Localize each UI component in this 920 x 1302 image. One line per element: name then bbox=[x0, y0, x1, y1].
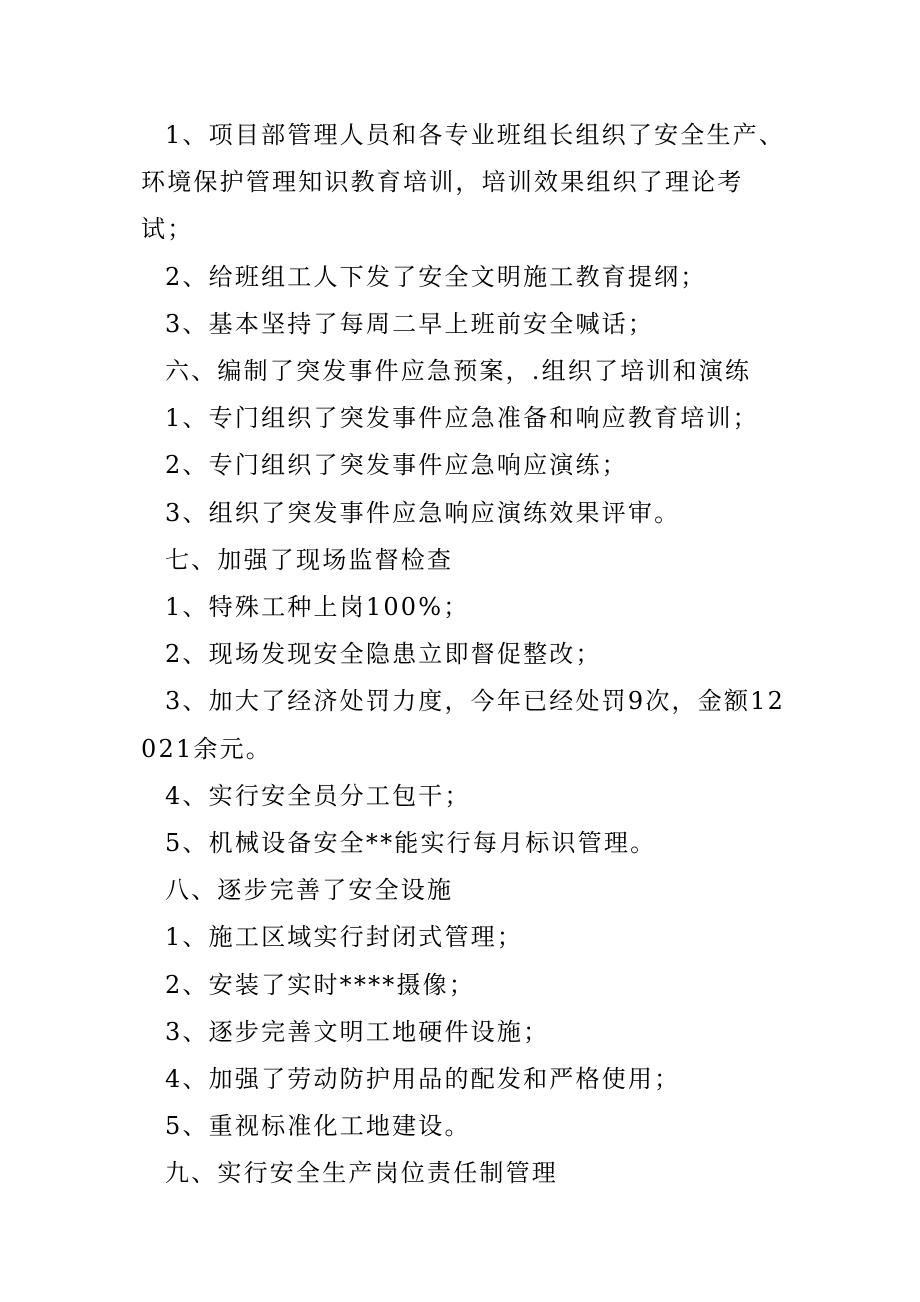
paragraph-11: 3、加大了经济处罚力度，今年已经处罚9次，金额12021余元。 bbox=[141, 687, 786, 763]
paragraph-16: 2、安装了实时****摄像； bbox=[165, 970, 476, 999]
paragraph-19: 5、重视标准化工地建设。 bbox=[165, 1112, 471, 1141]
paragraph-2: 2、给班组工人下发了安全文明施工教育提纲； bbox=[165, 262, 707, 291]
section-heading-9: 九、实行安全生产岗位责任制管理 bbox=[165, 1159, 558, 1188]
paragraph-13: 5、机械设备安全**能实行每月标识管理。 bbox=[165, 829, 657, 858]
paragraph-9: 1、特殊工种上岗100%； bbox=[165, 593, 470, 622]
section-heading-8: 八、逐步完善了安全设施 bbox=[165, 876, 454, 905]
paragraph-17: 3、逐步完善文明工地硬件设施； bbox=[165, 1017, 550, 1046]
section-heading-6: 六、编制了突发事件应急预案，.组织了培训和演练 bbox=[165, 357, 752, 386]
paragraph-15: 1、施工区域实行封闭式管理； bbox=[165, 923, 524, 952]
paragraph-12: 4、实行安全员分工包干； bbox=[165, 781, 471, 810]
paragraph-3: 3、基本坚持了每周二早上班前安全喊话； bbox=[165, 309, 655, 338]
paragraph-5: 1、专门组织了突发事件应急准备和响应教育培训； bbox=[165, 404, 759, 433]
paragraph-6: 2、专门组织了突发事件应急响应演练； bbox=[165, 451, 628, 480]
paragraph-1: 1、项目部管理人员和各专业班组长组织了安全生产、环境保护管理知识教育培训，培训效果组织了理论考试； bbox=[141, 121, 786, 244]
paragraph-18: 4、加强了劳动防护用品的配发和严格使用； bbox=[165, 1065, 681, 1094]
section-heading-7: 七、加强了现场监督检查 bbox=[165, 545, 454, 574]
document-body bbox=[141, 112, 791, 1198]
paragraph-10: 2、现场发现安全隐患立即督促整改； bbox=[165, 640, 602, 669]
paragraph-7: 3、组织了突发事件应急响应演练效果评审。 bbox=[165, 498, 681, 527]
